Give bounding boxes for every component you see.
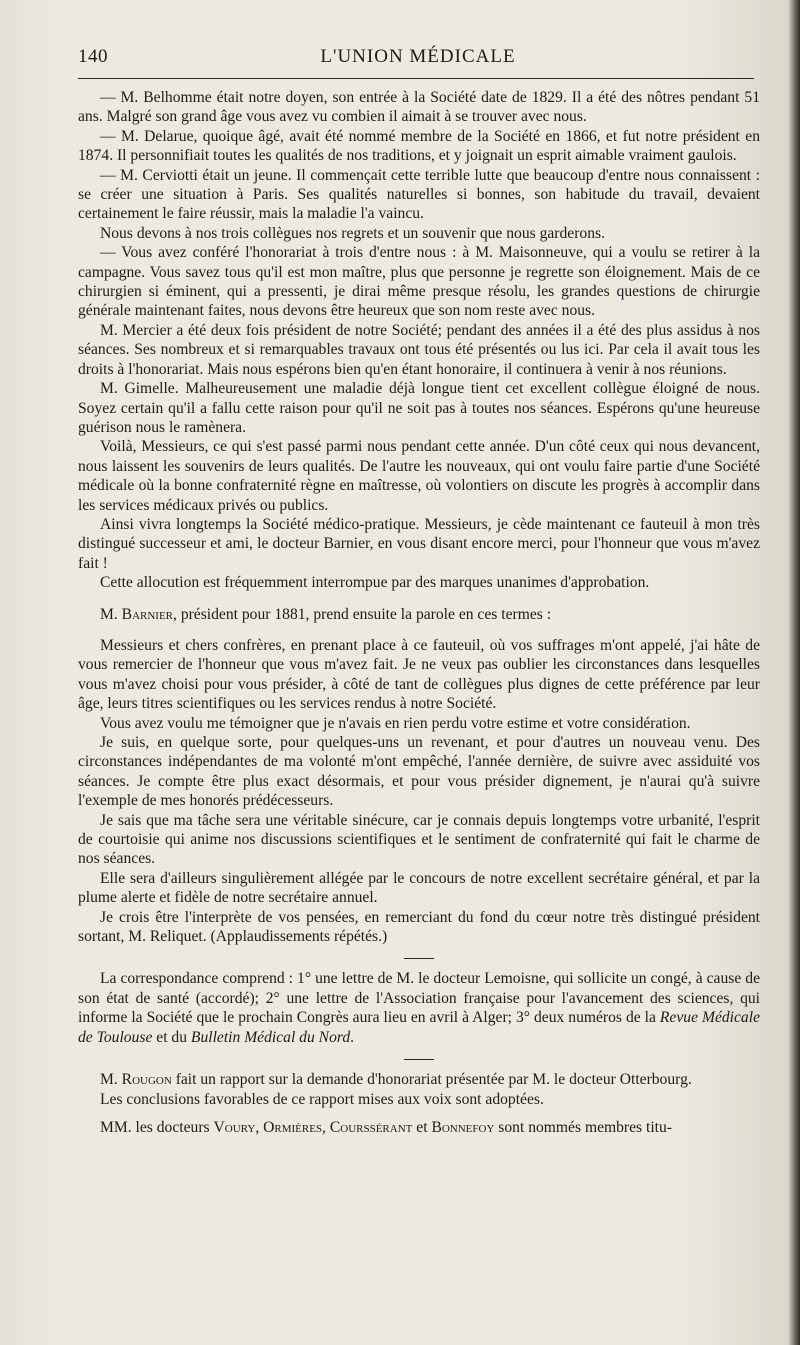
speaker-name: M. Barnier	[100, 605, 174, 623]
speaker-name: M. Rougon	[100, 1071, 172, 1089]
member-name: Voury	[213, 1118, 256, 1136]
paragraph-text: .	[350, 1028, 355, 1046]
paragraph: — M. Cerviotti était un jeune. Il commençait cette terrible lutte que beaucoup d'entre nous connaissent : se créer une situation à Paris. Ses qualités naturelles si bonnes, son habitude du travail, devaient certainement le faire réussir, mais la maladie l'a vaincu.	[78, 166, 760, 223]
journal-title: Bulletin Médical du Nord	[190, 1028, 351, 1046]
paragraph-rougon	[78, 1070, 760, 1089]
section-divider	[404, 1059, 434, 1060]
paragraph: M. Mercier a été deux fois président de notre Société; pendant des années il a été des plus assidus à nos séances. Ses nombreux et si remarquables travaux ont tous été présentés ou lus ici. Par cela il avait tous les droits à l'honorariat. Mais nous espérons bien qu'en étant honoraire, il continuera à venir à nos réunions.	[78, 321, 760, 378]
paragraph-text: fait un rapport sur la demande d'honorariat présentée par M. le docteur Otterbourg.	[171, 1071, 692, 1089]
page-header	[78, 44, 758, 74]
paragraph: — M. Belhomme était notre doyen, son entrée à la Société date de 1829. Il a été des nôtres pendant 51 ans. Malgré son grand âge vous avez vu combien il aimait à se trouver avec nous.	[78, 89, 760, 126]
paragraph: Elle sera d'ailleurs singulièrement allégée par le concours de notre excellent secrétaire général, et par la plume alerte et fidèle de notre secrétaire annuel.	[78, 869, 760, 907]
page-number: 140	[78, 46, 108, 67]
paragraph: Nous devons à nos trois collègues nos regrets et un souvenir que nous garderons.	[100, 224, 605, 242]
paragraph-text: sont nommés membres titu-	[494, 1118, 672, 1136]
header-rule	[78, 78, 754, 79]
paragraph: Cette allocution est fréquemment interrompue par des marques unanimes d'approbation.	[100, 574, 650, 592]
paragraph-new-members: MM. les docteurs Voury, Ormières, Courssérant et Bonnefoy sont nommés membres titu-	[100, 1118, 672, 1136]
member-name: Ormières	[263, 1118, 323, 1136]
body-text	[78, 88, 760, 1137]
paragraph: — M. Delarue, quoique âgé, avait été nommé membre de la Société en 1866, et fut notre président en 1874. Il personnifiait toutes les qualités de nos traditions, et y joignait un esprit aimable vraiment gaulois.	[78, 127, 760, 165]
journal-title: Revue Médicale de Toulouse	[78, 1009, 760, 1046]
section-divider	[404, 958, 434, 959]
paragraph-text: MM. les docteurs	[100, 1118, 214, 1136]
paragraph-text: , président pour 1881, prend ensuite la parole en ces termes :	[173, 605, 552, 623]
paragraph: — Vous avez conféré l'honorariat à trois d'entre nous : à M. Maisonneuve, qui a voulu se retirer à la campagne. Vous savez tous qu'il est mon maître, plus que personne je regrette son éloignement. Mais de ce chirurgien si éminent, qui a pressenti, je dirai même presque résolu, les grandes questions de chirurgie générale maintenant faites, nous devons être heureux que son nom reste avec nous.	[78, 244, 760, 320]
paragraph-text: et du	[152, 1028, 191, 1046]
paragraph: Je suis, en quelque sorte, pour quelques-uns un revenant, et pour d'autres un nouveau venu. Des circonstances indépendantes de ma volonté m'ont empêché, l'année dernière, de suivre avec assiduité vos séances. Je compte être plus exact désormais, et pour vous présider dignement, je n'aurai qu'à suivre l'exemple de mes honorés prédécesseurs.	[78, 734, 760, 810]
member-name: Bonnefoy	[431, 1118, 495, 1136]
running-title: L'UNION MÉDICALE	[320, 46, 516, 67]
paragraph: M. Gimelle. Malheureusement une maladie déjà longue tient cet excellent collègue éloigné de nous. Soyez certain qu'il a fallu cette raison pour qu'il ne soit pas à toutes nos séances. Espérons qu'une heureuse guérison nous le ramènera.	[78, 380, 760, 436]
paragraph: Les conclusions favorables de ce rapport mises aux voix sont adoptées.	[100, 1090, 544, 1108]
paragraph: Vous avez voulu me témoigner que je n'avais en rien perdu votre estime et votre considération.	[100, 714, 691, 732]
paragraph-barnier-intro	[78, 605, 760, 624]
paragraph-text: La correspondance comprend : 1° une lettre de M. le docteur Lemoisne, qui sollicite un congé, à cause de son état de santé (accordé); 2° une lettre de l'Association française pour l'avancement des sciences, qui informe la Société que le prochain Congrès aura lieu en avril à Alger; 3° deux numéros de la	[78, 970, 760, 1027]
paragraph-correspondence	[78, 969, 760, 1047]
member-name: Courssérant	[329, 1118, 413, 1136]
paragraph: Voilà, Messieurs, ce qui s'est passé parmi nous pendant cette année. D'un côté ceux qui nous devancent, nous laissent les souvenirs de leurs qualités. De l'autre les nouveaux, qui ont voulu faire partie d'une Société médicale où la bonne confraternité règne en maîtresse, où volontiers on discute les progrès à accomplir dans les services médicaux privés ou publics.	[78, 438, 760, 514]
paragraph: Je crois être l'interprète de vos pensées, en remerciant du fond du cœur notre très distingué président sortant, M. Reliquet. (Applaudissements répétés.)	[78, 908, 760, 946]
paragraph: Je sais que ma tâche sera une véritable sinécure, car je connais depuis longtemps votre urbanité, l'esprit de courtoisie qui anime nos discussions scientifiques et le sentiment de confraternité qui fait le charme de nos séances.	[78, 811, 760, 868]
paragraph: Ainsi vivra longtemps la Société médico-pratique. Messieurs, je cède maintenant ce fauteuil à mon très distingué successeur et ami, le docteur Barnier, en vous disant encore merci, pour l'honneur que vous m'avez fait !	[78, 515, 760, 572]
paragraph-text: et	[412, 1118, 432, 1136]
page-edge-shadow	[788, 0, 800, 1345]
paragraph: Messieurs et chers confrères, en prenant place à ce fauteuil, où vos suffrages m'ont appelé, j'ai hâte de vous remercier de l'honneur que vous m'avez fait. Je ne veux pas oublier les circonstances dans lesquelles vous m'avez choisi pour vous présider, à côté de tant de collègues plus dignes de cette préférence par leur âge, leurs titres scientifiques ou les services rendus à notre Société.	[78, 636, 760, 713]
